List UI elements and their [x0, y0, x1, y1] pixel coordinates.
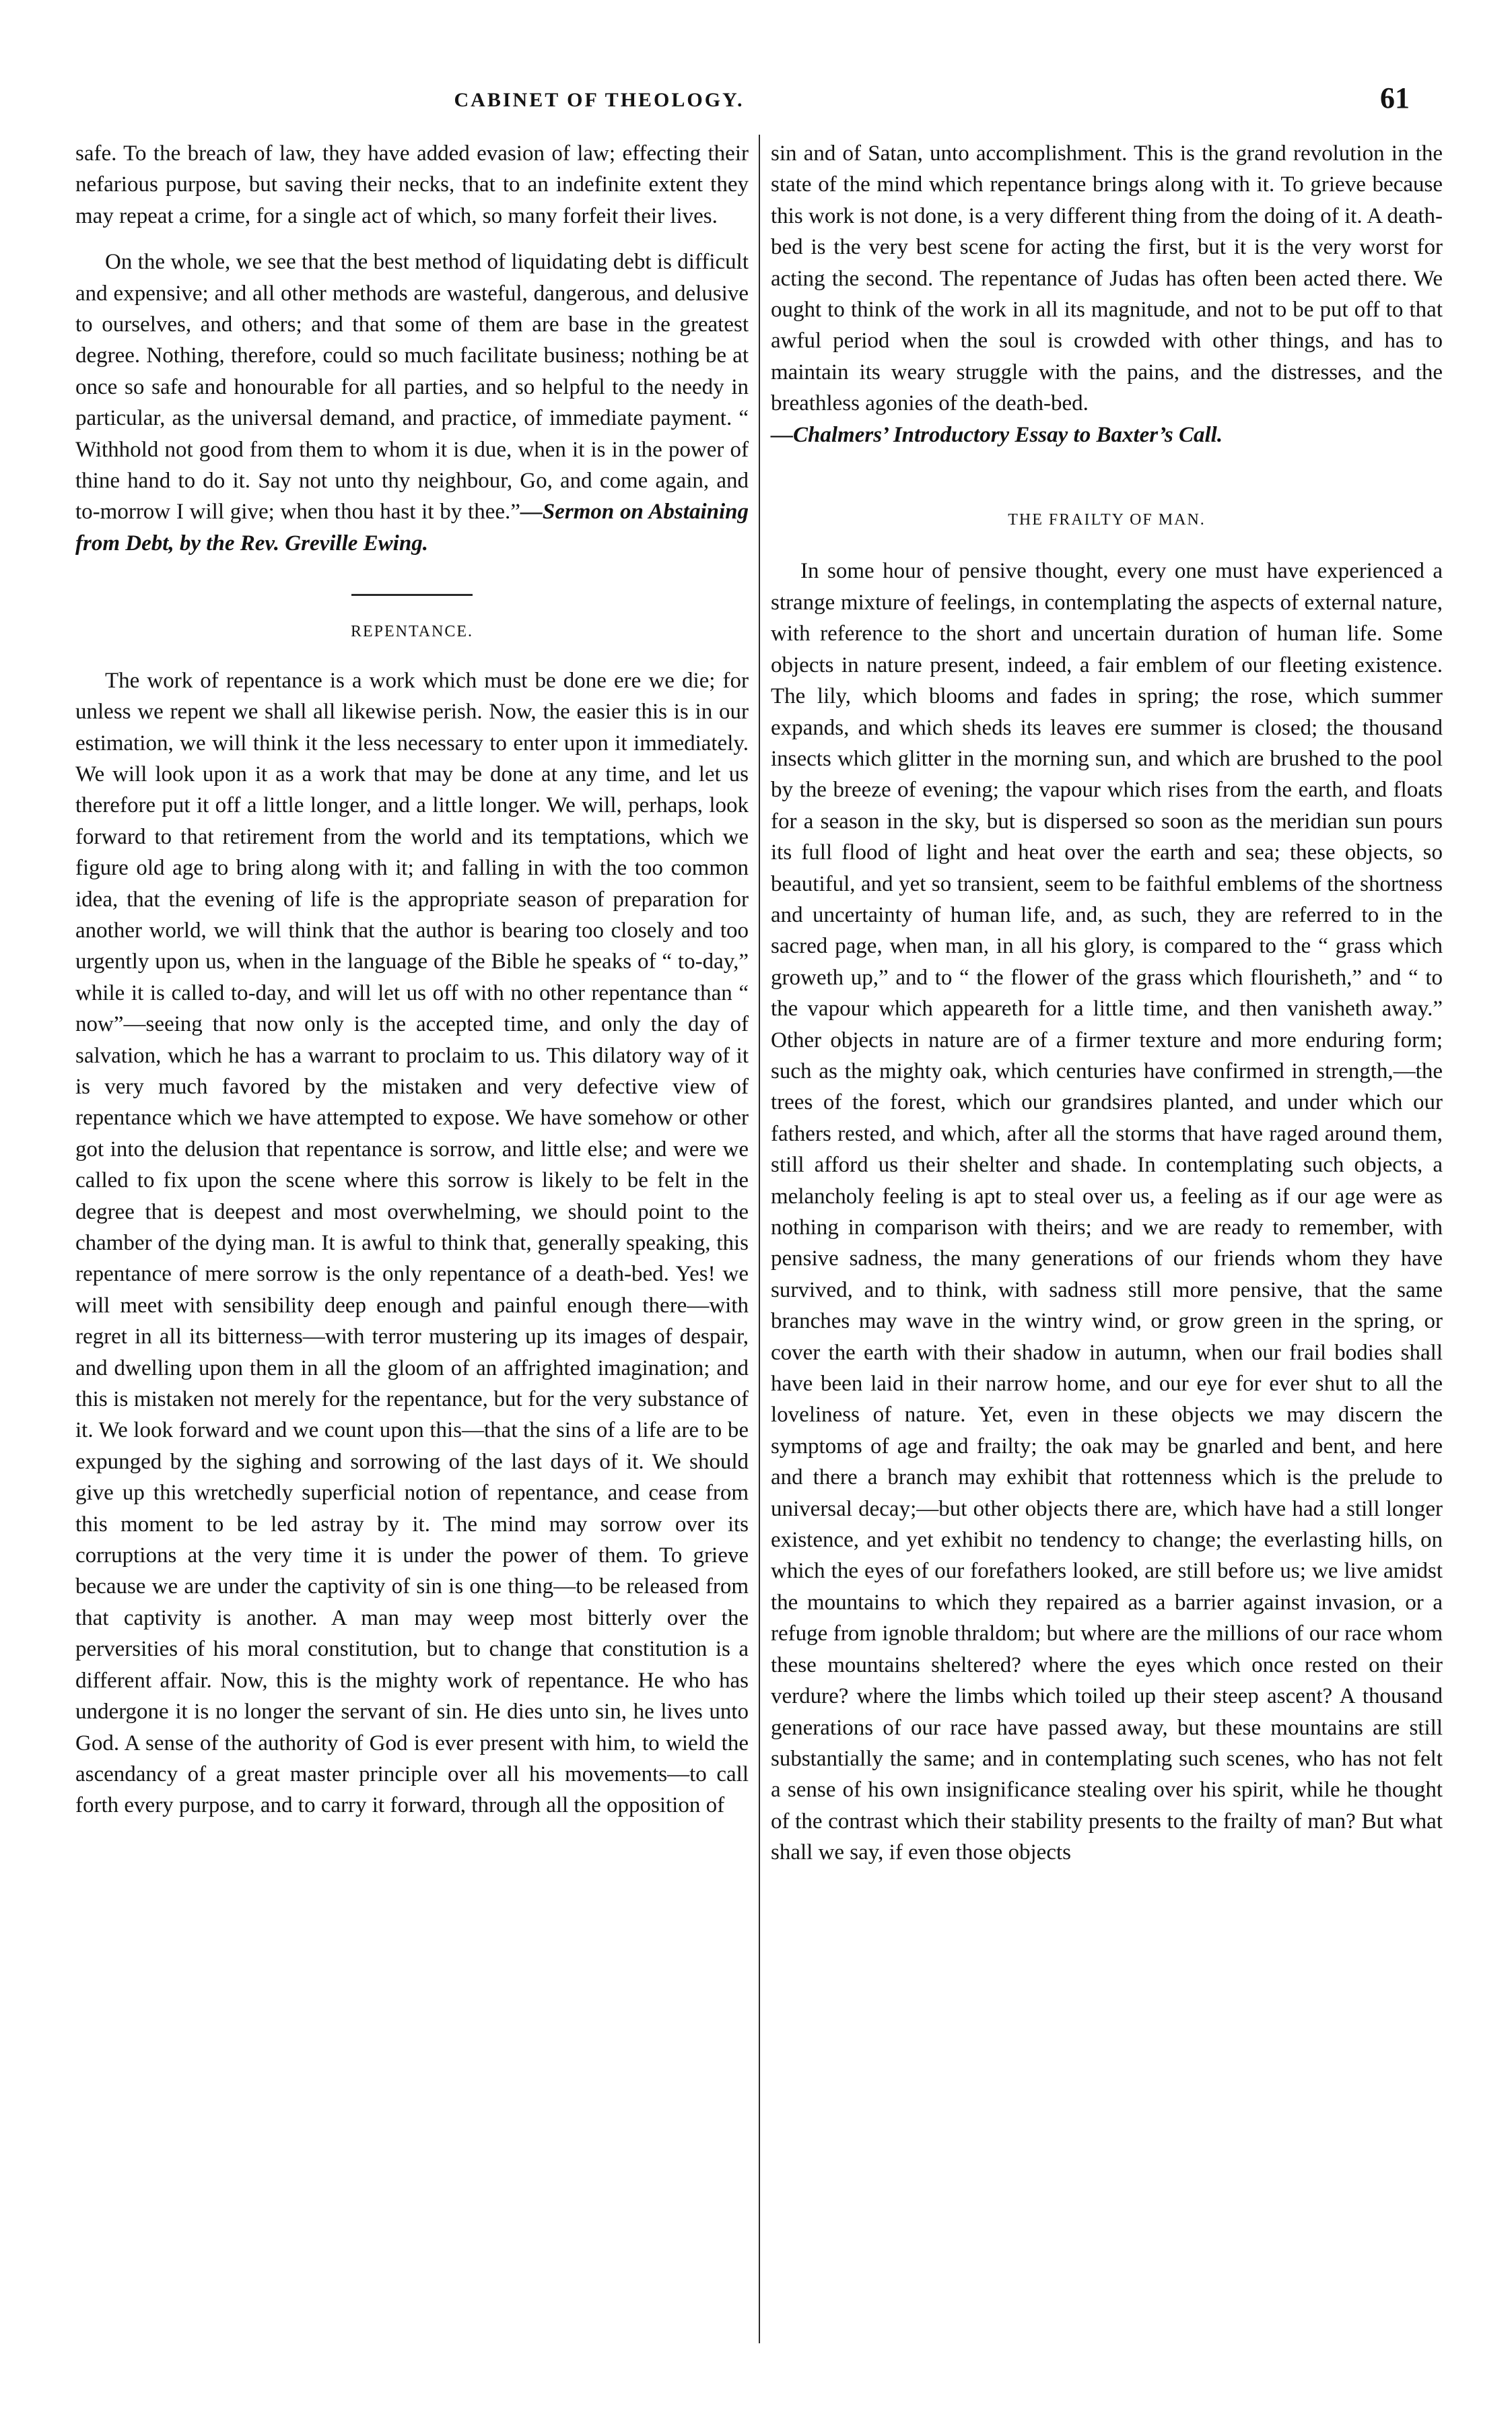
repentance-attribution: —Chalmers’ Introductory Essay to Baxter’s Call. — [771, 422, 1223, 447]
debt-paragraph-1: safe. To the breach of law, they have added evasion of law; effecting their nefarious purpose, but saving their necks, that to an indefinite extent they may repeat a crime, for a single act of which, so many forfeit their lives. — [75, 141, 749, 228]
frailty-paragraph: In some hour of pensive thought, every one must have experienced a strange mixture of feelings, in contemplating the aspects of external nature, with reference to the short and uncertain duration of human life. Some objects in nature present, indeed, a fair emblem of our fleeting existence. The lily, which blooms and fades in spring; the rose, which summer expands, and which sheds its leaves ere summer is closed; the thousand insects which glitter in the morning sun, and which are brushed to the pool by the breeze of evening; the vapour which rises from the earth, and floats for a season in the sky, but is dispersed so soon as the meridian sun pours its full flood of light and heat over the earth and sea; these objects, so beautiful, and yet so transient, seem to be faithful emblems of the shortness and uncertainty of human life, and, as such, they are referred to in the sacred page, when man, in all his glory, is compared to the “ grass which groweth up,” and to “ the flower of the grass which flourisheth,” and “ to the vapour which appeareth for a little time, and then vanisheth away.” Other objects in nature are of a firmer texture and more enduring form; such as the mighty oak, which centuries have confirmed in strength,—the trees of the forest, which our grandsires planted, and under which our fathers rested, and which, after all the storms that have raged around them, still afford us their shelter and shade. In contemplating such objects, a melancholy feeling is apt to steal over us, a feeling as if our age were as nothing in comparison with theirs; and we are ready to remember, with pensive sadness, the many generations of our friends whom they have survived, and to think, with sadness still more pensive, that the same branches may wave in the wintry wind, or grow green in the spring, or cover the earth with their shadow in autumn, when our frail bodies shall have been laid in their narrow home, and our eye for ever shut to all the loveliness of nature. Yet, even in these objects we may discern the symptoms of age and frailty; the oak may be gnarled and bent, and here and there a branch may exhibit that rottenness which is the prelude to universal decay;—but other objects there are, which have had a still longer existence, and yet exhibit no tendency to change; the everlasting hills, on which the eyes of our forefathers looked, are still before us; we live amidst the mountains to which they repaired as a barrier against invasion, or a refuge from ignoble thraldom; but where are the millions of our race whom these mountains sheltered? where the eyes which once rested on their verdure? where the limbs which toiled up their steep ascent? A thousand generations of our race have passed away, but these mountains are still substantially the same; and in contemplating such scenes, who has not felt a sense of his own insignificance stealing over his spirit, while he thought of the contrast which their stability presents to the frailty of man? But what shall we say, if even those objects — [771, 559, 1443, 1865]
debt-paragraph-2-text: On the whole, we see that the best method of liquidating debt is difficult and expensive; and all other methods are wasteful, dangerous, and delusive to ourselves, and others; and that some of them are base in the greatest degree. Nothing, therefore, could so much facilitate business; nothing be at once so safe and honourable for all parties, and so helpful to the needy in particular, as the universal demand, and practice, of immediate payment. “ Withhold not good from them to whom it is due, when it is in the power of thine hand to do it. Say not unto thy neighbour, Go, and come again, and to-morrow I will give; when thou hast it by thee.” — [75, 250, 749, 525]
page-number: 61 — [1380, 81, 1410, 114]
left-column — [75, 138, 749, 1821]
repentance-paragraph: The work of repentance is a work which must be done ere we die; for unless we repent we shall all likewise perish. Now, the easier this is in our estimation, we will think it the less necessary to enter upon it immediately. We will look upon it as a work that may be done at any time, and let us therefore put it off a little longer, and a little longer. We will, perhaps, look forward to that retirement from the world and its temptations, which we figure old age to bring along with it; and falling in with the too common idea, that the evening of life is the appropriate season of preparation for another world, we will think that the author is bearing too closely and too urgently upon us, when in the language of the Bible he speaks of “ to-day,” while it is called to-day, and will let us off with no other repentance than “ now”—seeing that now only is the accepted time, and only the day of salvation, which he has a warrant to proclaim to us. This dilatory way of it is very much favored by the mistaken and very defective view of repentance which we have attempted to expose. We have somehow or other got into the delusion that repentance is sorrow, and little else; and were we called to fix upon the scene where this sorrow is likely to be felt in the degree that is deepest and most overwhelming, we should point to the chamber of the dying man. It is awful to think that, generally speaking, this repentance of mere sorrow is the only repentance of a death-bed. Yes! we will meet with sensibility deep enough and painful enough there—with regret in all its bitterness—with terror mustering up its images of despair, and dwelling upon them in all the gloom of an affrighted imagination; and this is mistaken not merely for the repentance, but for the very substance of it. We look forward and we count upon this—that the sins of a life are to be expunged by the sighing and sorrowing of the last days of it. We should give up this wretchedly superficial notion of repentance, and cease from this moment to be led astray by it. The mind may sorrow over its corruptions at the very time it is under the power of them. To grieve because we are under the captivity of sin is one thing—to be released from that captivity is another. A man may weep most bitterly over the perversities of his moral constitution, but to change that constitution is a different affair. Now, this is the mighty work of repentance. He who has undergone it is no longer the servant of sin. He dies unto sin, he lives unto God. A sense of the authority of God is ever present with him, to wield the ascendancy of a great master principle over all his movements—to call forth every purpose, and to carry it forward, through all the opposition of — [75, 668, 749, 1818]
debt-paragraph-2 — [75, 246, 749, 559]
repentance-continued-text: sin and of Satan, unto accomplishment. This is the grand revolution in the state of the mind which repentance brings along with it. To grieve because this work is not done, is a very different thing from the doing of it. A death-bed is the very best scene for acting the first, but it is the very worst for acting the second. The repentance of Judas has often been acted there. We ought to think of the work in all its magnitude, and not to be put off to that awful period when the soul is crowded with other things, and has to maintain its weary struggle with the pains, and the distresses, and the breathless agonies of the death-bed. — [771, 141, 1443, 416]
section-title-frailty: THE FRAILTY OF MAN. — [1008, 511, 1206, 529]
debt-attribution: —Sermon on Abstaining from Debt, by the Rev. Greville Ewing. — [75, 500, 749, 556]
repentance-continued-paragraph — [771, 138, 1443, 450]
running-title: CABINET OF THEOLOGY. — [454, 89, 745, 111]
column-divider — [759, 135, 760, 2343]
section-title-repentance: REPENTANCE. — [350, 623, 474, 641]
right-column — [771, 138, 1443, 1869]
section-divider — [351, 594, 473, 596]
page-header — [0, 81, 1512, 127]
